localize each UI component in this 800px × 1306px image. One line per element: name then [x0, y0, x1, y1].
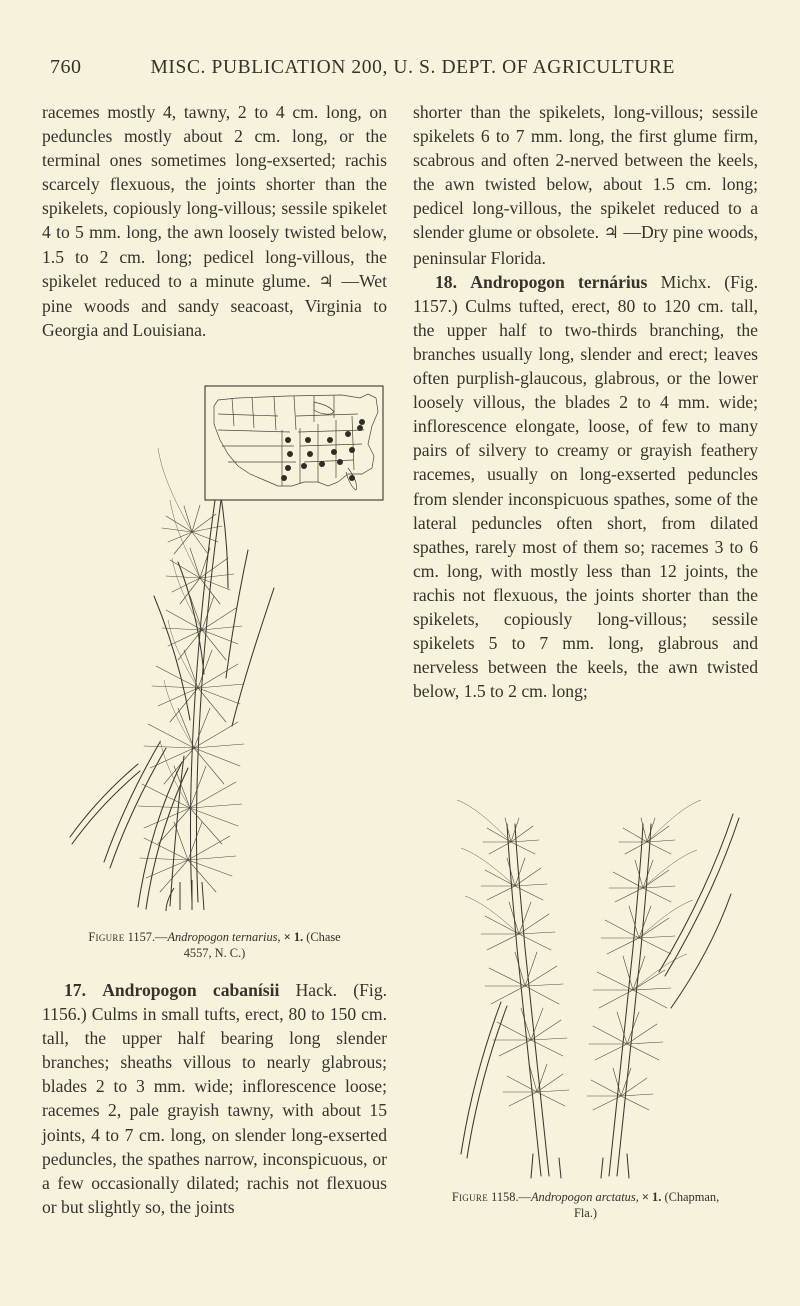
figure-label-1158: Figure — [451, 1190, 489, 1204]
left-text-column — [42, 100, 387, 342]
figure-source-line1-1157: (Chase — [306, 930, 341, 944]
page-number: 760 — [50, 56, 82, 78]
species-17-number: 17. — [64, 980, 86, 1000]
species-18-number: 18. — [435, 271, 457, 292]
figure-source-line1-1158: (Chapman, — [664, 1190, 720, 1204]
species-17-figure-ref: (Fig. 1156.) — [42, 980, 388, 1025]
species-17-paragraph — [42, 978, 387, 1219]
running-title: MISC. PUBLICATION 200, U. S. DEPT. OF AGRICULTURE — [150, 57, 676, 78]
figure-number-1157: 1157.— — [127, 930, 168, 944]
species-17-entry — [42, 978, 387, 1219]
figure-magnification-1157: × 1. — [283, 930, 304, 944]
right-continued-text: shorter than the spikelets, long-villous; sessile spikelets 6 to 7 mm. long, the first glume firm, scabrous and often 2-nerved between the keels, the awn twisted below, about 1.5 cm. long; pedicel long-villous, the spikelet reduced to a slender glume or obsolete. — [413, 102, 758, 243]
right-habitat-note: —Dry pine woods, peninsular Florida. — [413, 222, 758, 268]
figure-source-line2-1157: 4557, N. C.) — [183, 945, 246, 960]
distribution-map-inset — [205, 386, 383, 500]
figure-species-1157: Andropogon ternarius — [167, 930, 278, 944]
paragraph-continued-left — [42, 100, 387, 342]
figure-1158-illustration — [413, 762, 758, 1180]
right-text-column — [413, 100, 758, 703]
figure-species-1158: Andropogon arctatus — [530, 1190, 636, 1204]
figure-1157-caption: Figure 1157.—Andropogon ternarius, × 1. (Chase 4557, N. C.) — [88, 930, 341, 960]
figure-magnification-1158: × 1. — [641, 1190, 662, 1204]
species-18-paragraph — [413, 270, 758, 704]
figure-1157-illustration — [42, 382, 387, 912]
species-18-description: Culms tufted, erect, 80 to 120 cm. tall, the upper half to two-thirds branching, the branches usually long, slender and erect; leaves often purplish-glaucous, glabrous, or the lower loosely villous, the blades 2 to 4 mm. wide; inflorescence elongate, loose, of few to many pairs of silvery to creamy or grayish feathery racemes, usually on long-exserted peduncles from slender inconspicuous spathes, some of the lateral peduncles often short, from dilated spathes, rarely most of them so; racemes 3 to 6 cm. long, with mostly less than 12 joints, the rachis not flexuous, the joints shorter than the spikelets, copiously long-villous; sessile spikelets 5 to 7 mm. long, glabrous and nerveless between the keels, the awn twisted below, 1.5 to 2 cm. long; — [413, 295, 758, 702]
andropogon-ternarius-drawing — [42, 382, 387, 912]
species-17-name: Andropogon cabanísii — [102, 980, 280, 1000]
perennial-symbol-right: ♃ — [603, 223, 619, 244]
species-18-authority: Michx. — [660, 271, 712, 292]
paragraph-continued-right — [413, 100, 758, 270]
left-habitat-note: —Wet pine woods and sandy seacoast, Virginia to Georgia and Louisiana. — [42, 270, 387, 340]
figure-label-1157: Figure — [88, 930, 125, 944]
andropogon-arctatus-drawing — [413, 762, 758, 1180]
species-17-authority: Hack. — [295, 980, 338, 1000]
figure-1158-caption: Figure 1158.—Andropogon arctatus, × 1. (Chapman, Fla.) — [451, 1190, 720, 1220]
species-18-figure-ref: (Fig. 1157.) — [413, 271, 758, 316]
figure-number-1158: 1158.— — [491, 1190, 531, 1204]
perennial-symbol-left: ♃ — [318, 271, 334, 292]
running-head — [50, 56, 760, 82]
species-18-name: Andropogon ternárius — [470, 271, 648, 292]
figure-source-line2-1158: Fla.) — [573, 1205, 598, 1220]
species-17-description: Culms in small tufts, erect, 80 to 150 cm. tall, the upper half bearing long slender branches; sheaths villous to nearly glabrous; blades 2 to 3 mm. wide; inflorescence loose; racemes 2, pale grayish tawny, with about 15 joints, 4 to 7 cm. long, on slender long-exserted peduncles, the spathes narrow, inconspicuous, or a few occasionally dilated; rachis not flexuous or but slightly so, the joints — [42, 1004, 387, 1217]
left-continued-text: racemes mostly 4, tawny, 2 to 4 cm. long, on peduncles mostly about 2 cm. long, or the terminal ones sometimes long-exserted; rachis scarcely flexuous, the joints shorter than the spikelets, copiously long-villous; sessile spikelet 4 to 5 mm. long, the awn loosely twisted below, 1.5 to 2 cm. long; pedicel long-villous, the spikelet reduced to a minute glume. — [42, 102, 387, 291]
